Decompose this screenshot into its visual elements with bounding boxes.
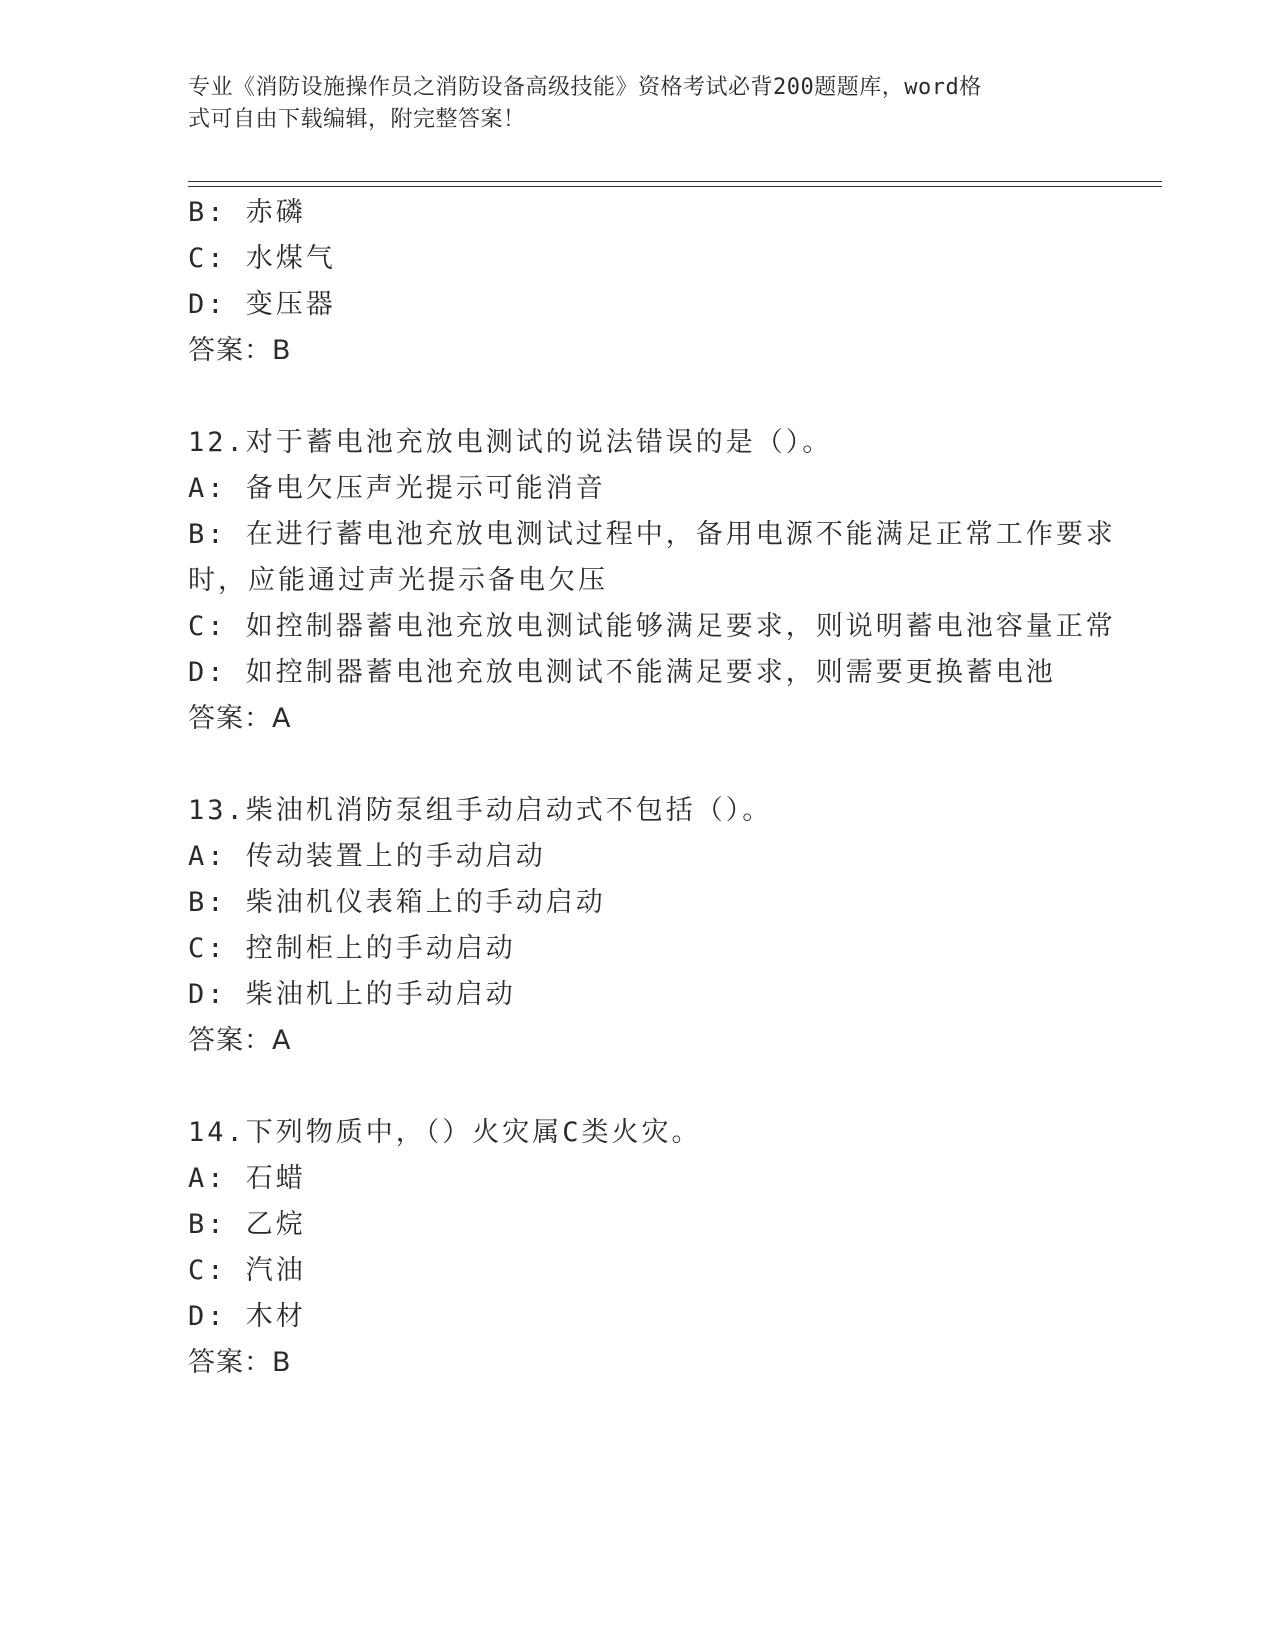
option-b: B: 柴油机仪表箱上的手动启动 (188, 887, 606, 918)
option-b: B: 在进行蓄电池充放电测试过程中，备用电源不能满足正常工作要求 (188, 519, 1116, 550)
question-13 (188, 788, 1088, 1064)
document-header (188, 72, 1088, 136)
option-d: D: 木材 (188, 1301, 306, 1332)
option-d: D: 变压器 (188, 289, 336, 320)
option-c: C: 控制柜上的手动启动 (188, 933, 516, 964)
option-a: A: 备电欠压声光提示可能消音 (188, 473, 606, 504)
question-14 (188, 1110, 1088, 1386)
answer: 答案：A (188, 1025, 292, 1056)
option-c: C: 水煤气 (188, 243, 336, 274)
option-d: D: 柴油机上的手动启动 (188, 979, 516, 1010)
header-divider-top (188, 181, 1162, 182)
question-stem: 14.下列物质中，（）火灾属C类火灾。 (188, 1117, 702, 1148)
spacer (188, 374, 1088, 420)
option-a: A: 传动装置上的手动启动 (188, 841, 546, 872)
header-line-1: 专业《消防设施操作员之消防设备高级技能》资格考试必背200题题库，word格 (188, 75, 982, 100)
option-a: A: 石蜡 (188, 1163, 306, 1194)
spacer (188, 1064, 1088, 1110)
option-c: C: 如控制器蓄电池充放电测试能够满足要求，则说明蓄电池容量正常 (188, 611, 1116, 642)
option-d: D: 如控制器蓄电池充放电测试不能满足要求，则需要更换蓄电池 (188, 657, 1056, 688)
question-stem: 13.柴油机消防泵组手动启动式不包括（）。 (188, 795, 773, 826)
question-list (188, 190, 1116, 1386)
answer: 答案：B (188, 335, 292, 366)
option-b: B: 赤磷 (188, 197, 306, 228)
question-11-tail (188, 190, 1088, 374)
option-c: C: 汽油 (188, 1255, 306, 1286)
header-line-2: 式可自由下载编辑，附完整答案！ (188, 107, 526, 132)
answer: 答案：B (188, 1347, 292, 1378)
option-b: B: 乙烷 (188, 1209, 306, 1240)
spacer (188, 742, 1088, 788)
header-divider-bottom (188, 186, 1162, 187)
answer: 答案：A (188, 703, 292, 734)
question-stem: 12.对于蓄电池充放电测试的说法错误的是（）。 (188, 427, 833, 458)
question-12 (188, 420, 1116, 742)
option-b-continued: 时，应能通过声光提示备电欠压 (188, 565, 608, 596)
